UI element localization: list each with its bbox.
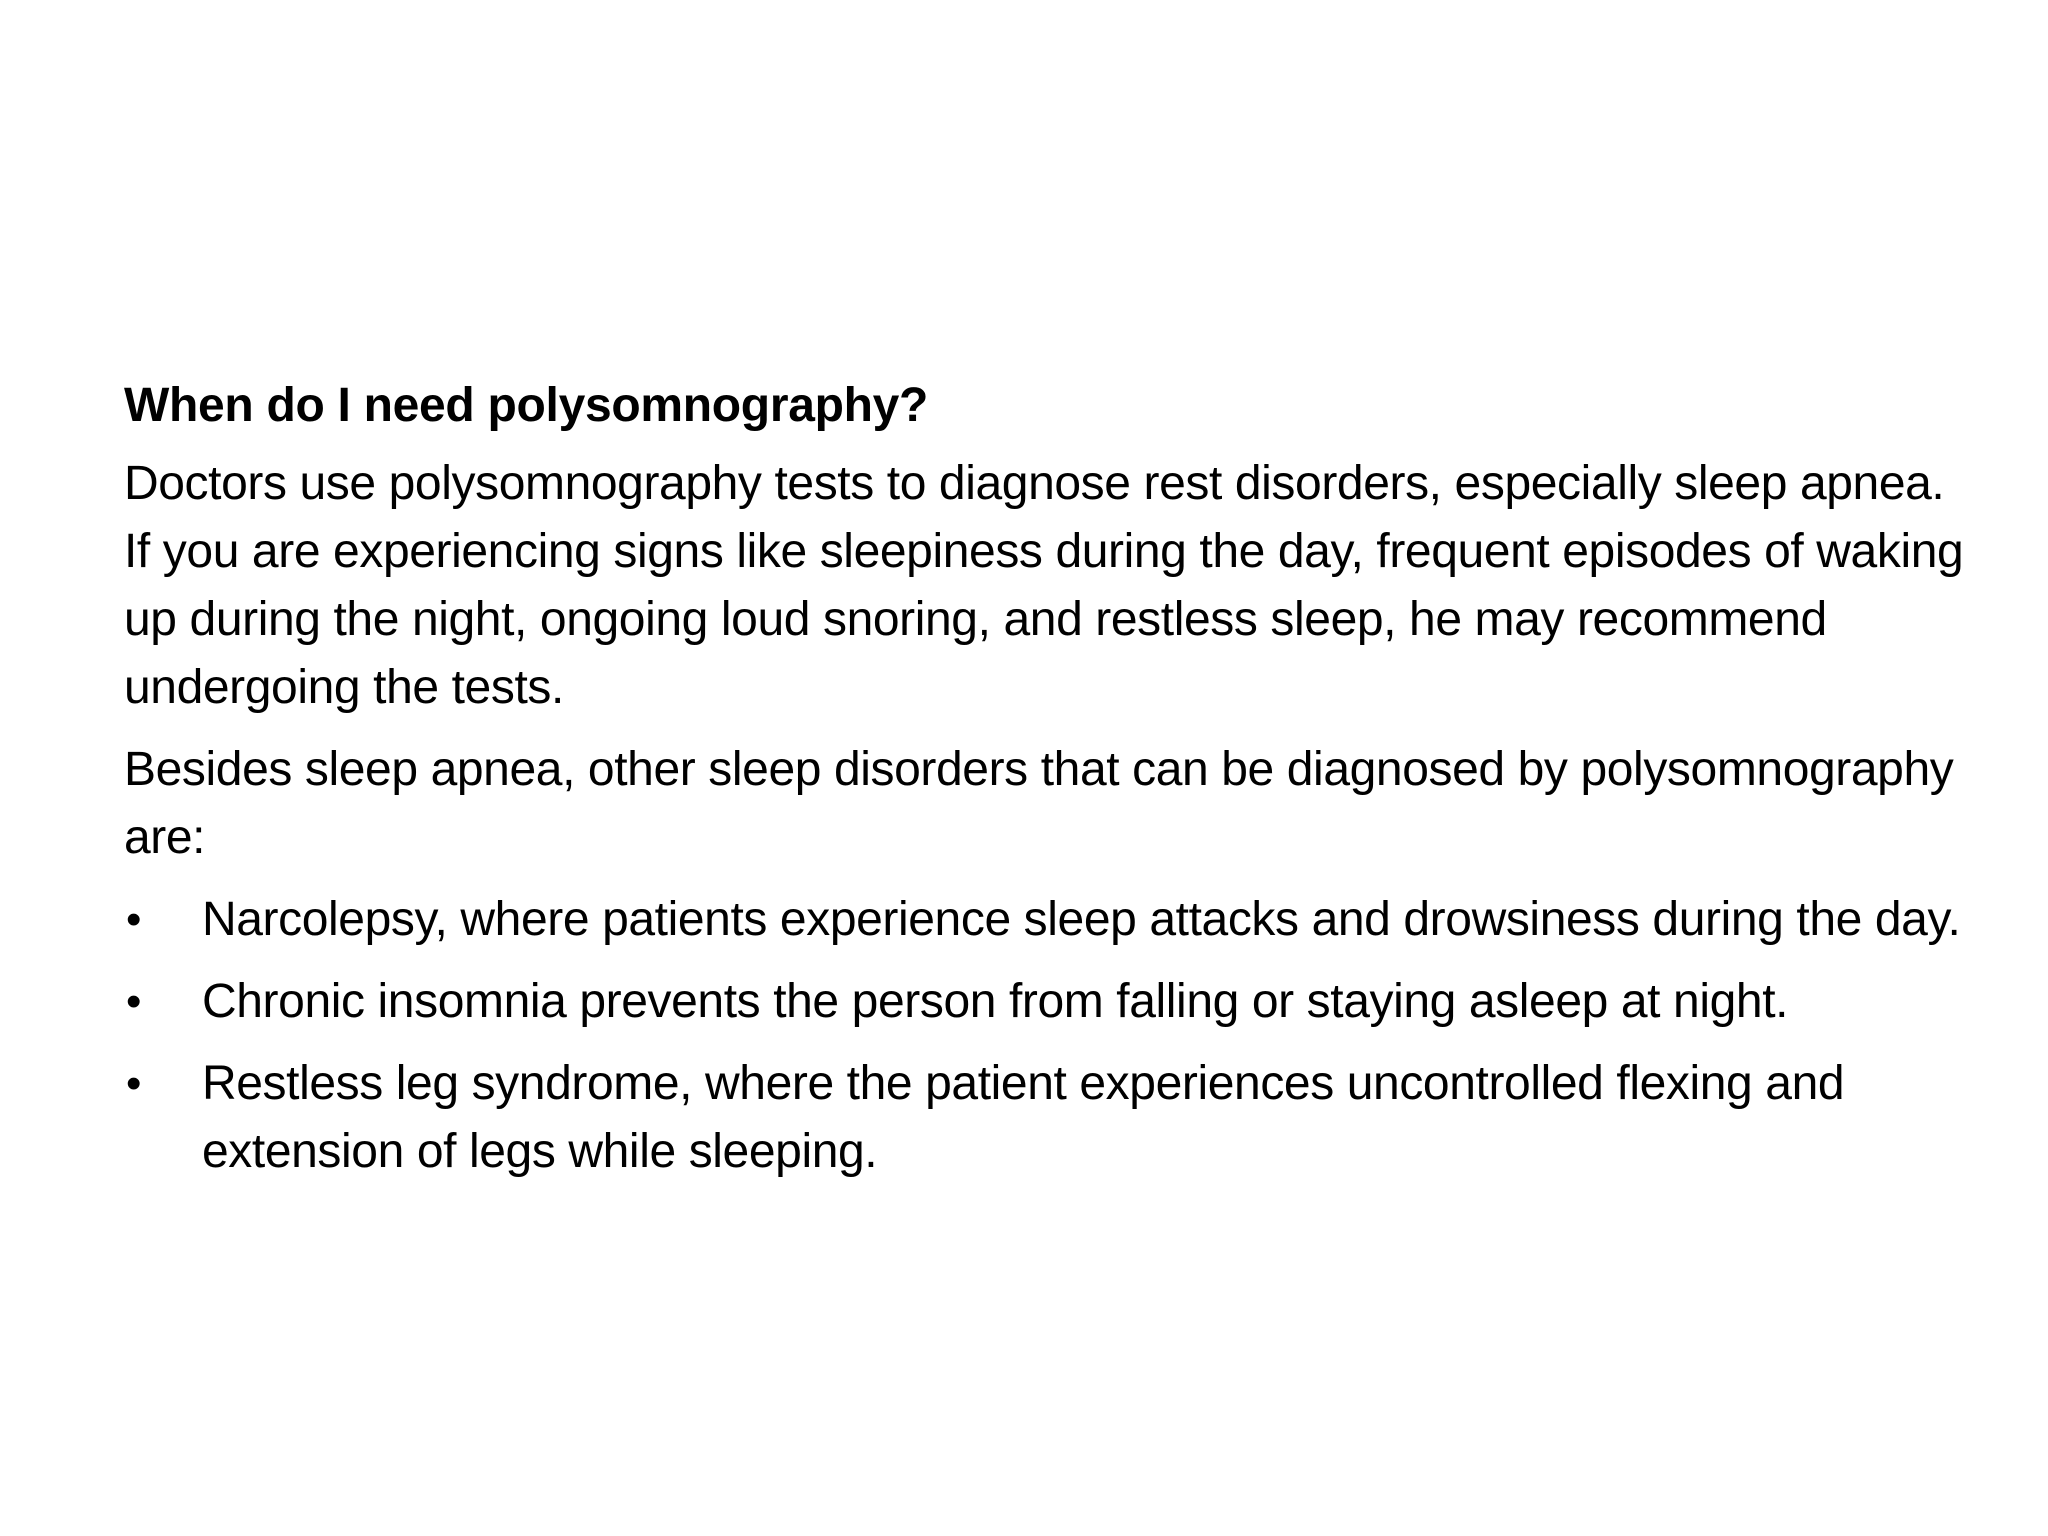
list-item-insomnia: [124, 968, 1964, 1036]
bullet-icon: •: [126, 977, 142, 1026]
list-item-narcolepsy: [124, 886, 1964, 954]
list-item-text: Chronic insomnia prevents the person from falling or staying asleep at night.: [202, 975, 1789, 1028]
disorder-list: [124, 886, 1964, 1186]
bullet-icon: •: [126, 895, 142, 944]
slide-content: [124, 372, 1964, 1200]
list-item-restless-leg: [124, 1050, 1964, 1186]
list-item-text: Restless leg syndrome, where the patient experiences uncontrolled flexing and extension of legs while sleeping.: [202, 1057, 1845, 1178]
paragraph-diagnosis: Doctors use polysomnography tests to diagnose rest disorders, especially sleep apnea. If you are experiencing signs like sleepiness during the day, frequent episodes of waking up during the night, ongoing loud snoring, and restless sleep, he may recommend undergoing the tests.: [124, 457, 1964, 714]
bullet-icon: •: [126, 1059, 142, 1108]
slide-heading: When do I need polysomnography?: [124, 379, 929, 432]
list-item-text: Narcolepsy, where patients experience sleep attacks and drowsiness during the day.: [202, 893, 1961, 946]
paragraph-other-disorders: Besides sleep apnea, other sleep disorders that can be diagnosed by polysomnography are:: [124, 743, 1954, 864]
